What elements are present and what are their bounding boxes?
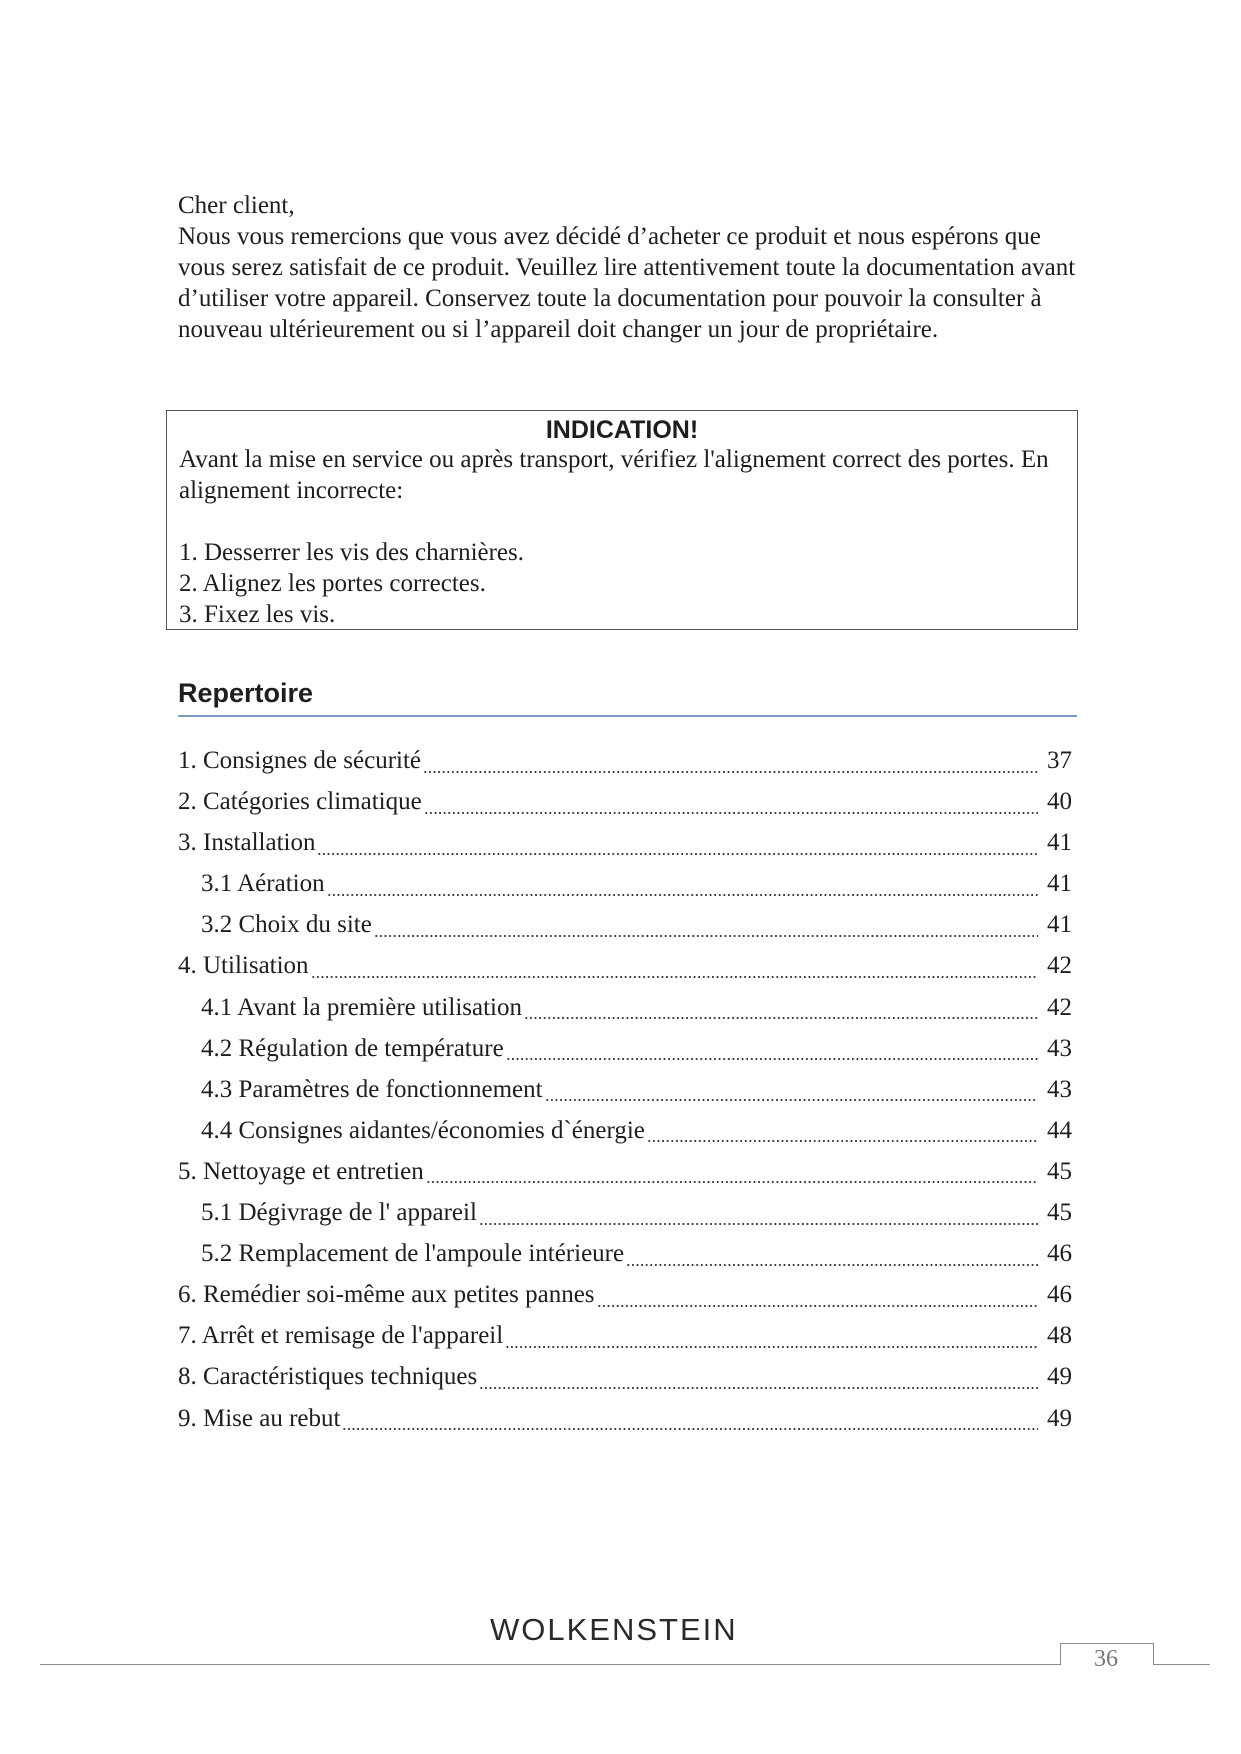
toc-dot-leader (342, 1426, 1038, 1432)
toc-entry[interactable] (178, 786, 1072, 827)
toc-heading: Repertoire (178, 678, 314, 708)
indication-title: INDICATION! (545, 416, 699, 444)
toc-entry-page: 43 (1047, 1075, 1072, 1103)
indication-box (166, 410, 1078, 630)
toc-dot-leader (317, 851, 1038, 857)
toc-dot-leader (426, 1179, 1038, 1185)
toc-entry-page: 44 (1047, 1116, 1072, 1144)
toc-entry-label: 5.1 Dégivrage de l' appareil (201, 1199, 477, 1227)
toc-entry-label: 7. Arrêt et remisage de l'appareil (178, 1322, 504, 1350)
toc-entry[interactable] (178, 992, 1072, 1033)
toc-dot-leader (647, 1138, 1038, 1144)
brand-logo: WOLKENSTEIN (490, 1612, 738, 1647)
toc-entry[interactable] (178, 1074, 1072, 1115)
toc-entry-page: 41 (1047, 829, 1072, 857)
table-of-contents (178, 745, 1072, 1444)
toc-entry-label: 5. Nettoyage et entretien (178, 1157, 424, 1185)
indication-step: 1. Desserrer les vis des charnières. (179, 539, 525, 566)
toc-entry[interactable] (178, 1320, 1072, 1361)
toc-dot-leader (545, 1097, 1038, 1103)
toc-entry-label: 1. Consignes de sécurité (178, 747, 422, 774)
toc-entry-page: 42 (1047, 993, 1072, 1021)
toc-entry-label: 3.1 Aération (201, 870, 325, 898)
toc-heading-rule (178, 715, 1077, 717)
toc-dot-leader (597, 1303, 1038, 1309)
toc-entry-label: 3.2 Choix du site (201, 911, 372, 939)
toc-entry[interactable] (178, 868, 1072, 909)
toc-entry-label: 8. Caractéristiques techniques (178, 1363, 478, 1391)
toc-entry-page: 41 (1047, 870, 1072, 898)
toc-entry-page: 42 (1047, 952, 1072, 980)
toc-entry[interactable] (178, 1238, 1072, 1279)
toc-entry-label: 9. Mise au rebut (178, 1404, 341, 1432)
toc-entry-page: 37 (1047, 747, 1072, 774)
toc-entry[interactable] (178, 1156, 1072, 1197)
toc-dot-leader (626, 1262, 1038, 1268)
toc-entry-label: 4.3 Paramètres de fonctionnement (201, 1075, 543, 1103)
toc-entry[interactable] (178, 1279, 1072, 1320)
toc-entry-page: 48 (1047, 1322, 1072, 1350)
intro-paragraph: Nous vous remercions que vous avez décidé d’acheter ce produit et nous espérons que vous serez satisfait de ce produit. Veuillez lire attentivement toute la documentation avant d’utiliser votre appareil. Conservez toute la documentation pour pouvoir la consulter à nouveau ultérieurement ou si l’appareil doit changer un jour de propriétaire. (178, 223, 1076, 343)
indication-step: 3. Fixez les vis. (179, 601, 336, 628)
toc-entry-page: 45 (1047, 1199, 1072, 1227)
toc-entry-label: 6. Remédier soi-même aux petites pannes (178, 1281, 595, 1309)
indication-text: Avant la mise en service ou après transport, vérifiez l'alignement correct des portes. En alignement incorrecte: (179, 446, 1049, 504)
toc-entry-label: 4.2 Régulation de température (201, 1034, 504, 1062)
toc-dot-leader (479, 1385, 1038, 1391)
toc-entry[interactable] (178, 1403, 1072, 1444)
toc-dot-leader (423, 769, 1038, 775)
toc-entry-page: 49 (1047, 1363, 1072, 1391)
footer-rule (40, 1664, 1210, 1665)
intro-text (178, 190, 1078, 345)
toc-entry-page: 46 (1047, 1240, 1072, 1268)
toc-entry[interactable] (178, 1033, 1072, 1074)
toc-entry-page: 49 (1047, 1404, 1072, 1432)
toc-dot-leader (374, 933, 1038, 939)
toc-entry-label: 3. Installation (178, 829, 316, 857)
toc-entry-page: 41 (1047, 911, 1072, 939)
toc-entry-label: 5.2 Remplacement de l'ampoule intérieure (201, 1240, 625, 1268)
toc-entry[interactable] (178, 827, 1072, 868)
toc-entry-page: 46 (1047, 1281, 1072, 1309)
toc-dot-leader (506, 1056, 1038, 1062)
toc-entry[interactable] (178, 1197, 1072, 1238)
toc-entry[interactable] (178, 909, 1072, 950)
toc-entry-label: 2. Catégories climatique (178, 788, 422, 816)
toc-dot-leader (505, 1344, 1038, 1350)
indication-step: 2. Alignez les portes correctes. (179, 570, 486, 597)
toc-dot-leader (524, 1015, 1038, 1021)
toc-entry-label: 4.1 Avant la première utilisation (201, 993, 522, 1021)
toc-entry[interactable] (178, 1361, 1072, 1402)
toc-entry-page: 43 (1047, 1034, 1072, 1062)
toc-dot-leader (479, 1221, 1038, 1227)
toc-entry-label: 4. Utilisation (178, 952, 309, 980)
toc-entry-page: 45 (1047, 1157, 1072, 1185)
toc-dot-leader (311, 974, 1038, 980)
toc-dot-leader (424, 810, 1038, 816)
greeting: Cher client, (178, 192, 295, 219)
toc-entry-label: 4.4 Consignes aidantes/économies d`énergie (201, 1116, 645, 1144)
toc-entry-page: 40 (1047, 788, 1072, 816)
toc-entry[interactable] (178, 1115, 1072, 1156)
indication-steps (179, 537, 524, 630)
page-number: 36 (1094, 1646, 1118, 1672)
toc-dot-leader (327, 892, 1038, 898)
toc-entry[interactable] (178, 745, 1072, 786)
toc-entry[interactable] (178, 950, 1072, 991)
